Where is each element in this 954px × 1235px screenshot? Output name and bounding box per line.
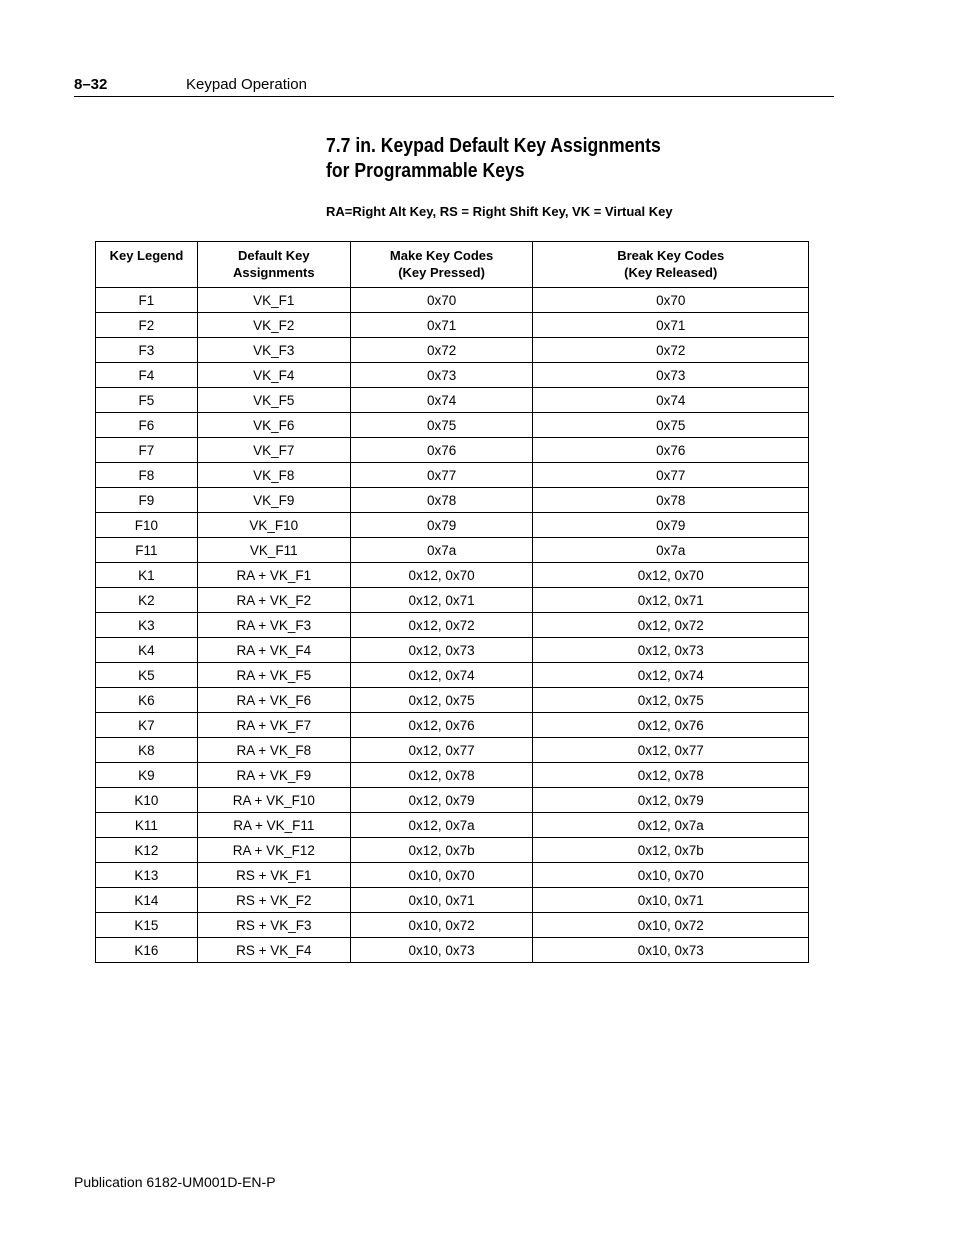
break-code-cell: 0x75 [533, 413, 809, 438]
break-code-cell: 0x12, 0x74 [533, 663, 809, 688]
default-assignment-cell: RA + VK_F4 [197, 638, 350, 663]
table-row [96, 663, 809, 688]
break-code-cell: 0x70 [533, 288, 809, 313]
default-assignment-cell: RA + VK_F10 [197, 788, 350, 813]
make-code-cell: 0x71 [350, 313, 533, 338]
default-assignment-cell: RA + VK_F1 [197, 563, 350, 588]
break-code-cell: 0x12, 0x75 [533, 688, 809, 713]
default-assignment-cell: RA + VK_F8 [197, 738, 350, 763]
key-legend-cell: K11 [96, 813, 198, 838]
make-code-cell: 0x12, 0x77 [350, 738, 533, 763]
table-row [96, 638, 809, 663]
break-code-cell: 0x12, 0x77 [533, 738, 809, 763]
default-assignment-cell: RS + VK_F4 [197, 938, 350, 963]
key-legend-cell: K10 [96, 788, 198, 813]
key-legend-cell: K1 [96, 563, 198, 588]
header-line: Assignments [232, 265, 315, 280]
key-legend-cell: K5 [96, 663, 198, 688]
table-row [96, 463, 809, 488]
make-code-cell: 0x72 [350, 338, 533, 363]
make-code-cell: 0x12, 0x7a [350, 813, 533, 838]
key-legend-cell: F6 [96, 413, 198, 438]
table-row [96, 838, 809, 863]
header-line: Default Key [238, 248, 310, 263]
break-code-cell: 0x10, 0x72 [533, 913, 809, 938]
break-code-cell: 0x10, 0x71 [533, 888, 809, 913]
column-header-default-assignments [197, 242, 350, 288]
make-code-cell: 0x12, 0x70 [350, 563, 533, 588]
default-assignment-cell: RA + VK_F3 [197, 613, 350, 638]
make-code-cell: 0x10, 0x73 [350, 938, 533, 963]
default-assignment-cell: VK_F4 [197, 363, 350, 388]
key-legend-cell: K12 [96, 838, 198, 863]
key-legend-cell: F11 [96, 538, 198, 563]
make-code-cell: 0x78 [350, 488, 533, 513]
page-title [326, 134, 766, 184]
make-code-cell: 0x12, 0x78 [350, 763, 533, 788]
page-header [74, 75, 834, 97]
table-row [96, 513, 809, 538]
key-legend-cell: K2 [96, 588, 198, 613]
make-code-cell: 0x12, 0x72 [350, 613, 533, 638]
page-number: 8–32 [74, 76, 108, 93]
break-code-cell: 0x71 [533, 313, 809, 338]
default-assignment-cell: VK_F9 [197, 488, 350, 513]
table-row [96, 338, 809, 363]
table-row [96, 713, 809, 738]
key-legend-cell: K14 [96, 888, 198, 913]
break-code-cell: 0x73 [533, 363, 809, 388]
key-legend-cell: F3 [96, 338, 198, 363]
break-code-cell: 0x12, 0x7b [533, 838, 809, 863]
key-legend-cell: K4 [96, 638, 198, 663]
make-code-cell: 0x12, 0x7b [350, 838, 533, 863]
key-legend-cell: K9 [96, 763, 198, 788]
default-assignment-cell: RS + VK_F1 [197, 863, 350, 888]
table-row [96, 313, 809, 338]
key-legend-cell: K7 [96, 713, 198, 738]
key-legend-cell: F1 [96, 288, 198, 313]
header-line: Break Key Codes [617, 248, 725, 263]
table-row [96, 613, 809, 638]
table-row [96, 813, 809, 838]
make-code-cell: 0x10, 0x71 [350, 888, 533, 913]
key-legend-cell: F7 [96, 438, 198, 463]
break-code-cell: 0x72 [533, 338, 809, 363]
make-code-cell: 0x12, 0x71 [350, 588, 533, 613]
table-row [96, 888, 809, 913]
make-code-cell: 0x12, 0x75 [350, 688, 533, 713]
key-legend-cell: F4 [96, 363, 198, 388]
break-code-cell: 0x77 [533, 463, 809, 488]
page-title-line-2: for Programmable Keys [326, 160, 525, 182]
table-row [96, 913, 809, 938]
abbreviation-legend: RA=Right Alt Key, RS = Right Shift Key, VK = Virtual Key [326, 204, 673, 219]
break-code-cell: 0x12, 0x70 [533, 563, 809, 588]
default-assignment-cell: VK_F1 [197, 288, 350, 313]
default-assignment-cell: RA + VK_F12 [197, 838, 350, 863]
header-line: (Key Released) [624, 265, 718, 280]
default-assignment-cell: RA + VK_F2 [197, 588, 350, 613]
default-assignment-cell: VK_F8 [197, 463, 350, 488]
make-code-cell: 0x73 [350, 363, 533, 388]
table-row [96, 738, 809, 763]
default-assignment-cell: VK_F5 [197, 388, 350, 413]
break-code-cell: 0x12, 0x78 [533, 763, 809, 788]
table-body [96, 288, 809, 963]
break-code-cell: 0x12, 0x79 [533, 788, 809, 813]
break-code-cell: 0x7a [533, 538, 809, 563]
make-code-cell: 0x75 [350, 413, 533, 438]
key-legend-cell: K6 [96, 688, 198, 713]
default-assignment-cell: RA + VK_F7 [197, 713, 350, 738]
break-code-cell: 0x10, 0x73 [533, 938, 809, 963]
publication-footer: Publication 6182-UM001D-EN-P [74, 1174, 276, 1190]
table-row [96, 288, 809, 313]
section-title: Keypad Operation [186, 76, 307, 93]
column-header-key-legend [96, 242, 198, 288]
make-code-cell: 0x79 [350, 513, 533, 538]
table-row [96, 688, 809, 713]
column-header-break-codes [533, 242, 809, 288]
table-row [96, 863, 809, 888]
default-assignment-cell: VK_F11 [197, 538, 350, 563]
table-row [96, 938, 809, 963]
table-row [96, 763, 809, 788]
header-line: (Key Pressed) [398, 265, 485, 280]
table-row [96, 438, 809, 463]
table-header-row [96, 242, 809, 288]
key-legend-cell: K15 [96, 913, 198, 938]
default-assignment-cell: VK_F7 [197, 438, 350, 463]
table-row [96, 413, 809, 438]
break-code-cell: 0x79 [533, 513, 809, 538]
header-line: Key Legend [109, 248, 184, 263]
default-assignment-cell: RA + VK_F9 [197, 763, 350, 788]
make-code-cell: 0x12, 0x74 [350, 663, 533, 688]
break-code-cell: 0x10, 0x70 [533, 863, 809, 888]
break-code-cell: 0x12, 0x7a [533, 813, 809, 838]
make-code-cell: 0x12, 0x76 [350, 713, 533, 738]
break-code-cell: 0x12, 0x72 [533, 613, 809, 638]
key-assignments-table [95, 241, 809, 963]
key-legend-cell: F5 [96, 388, 198, 413]
break-code-cell: 0x12, 0x73 [533, 638, 809, 663]
table-row [96, 363, 809, 388]
key-legend-cell: F8 [96, 463, 198, 488]
default-assignment-cell: VK_F2 [197, 313, 350, 338]
key-legend-cell: K16 [96, 938, 198, 963]
default-assignment-cell: VK_F3 [197, 338, 350, 363]
break-code-cell: 0x76 [533, 438, 809, 463]
make-code-cell: 0x10, 0x70 [350, 863, 533, 888]
header-line: Make Key Codes [389, 248, 494, 263]
make-code-cell: 0x7a [350, 538, 533, 563]
table-row [96, 488, 809, 513]
default-assignment-cell: RA + VK_F6 [197, 688, 350, 713]
key-legend-cell: K8 [96, 738, 198, 763]
key-legend-cell: K3 [96, 613, 198, 638]
break-code-cell: 0x12, 0x71 [533, 588, 809, 613]
make-code-cell: 0x12, 0x79 [350, 788, 533, 813]
key-legend-cell: K13 [96, 863, 198, 888]
key-legend-cell: F10 [96, 513, 198, 538]
table-row [96, 588, 809, 613]
default-assignment-cell: VK_F6 [197, 413, 350, 438]
make-code-cell: 0x77 [350, 463, 533, 488]
key-legend-cell: F9 [96, 488, 198, 513]
make-code-cell: 0x12, 0x73 [350, 638, 533, 663]
table-row [96, 538, 809, 563]
default-assignment-cell: RS + VK_F3 [197, 913, 350, 938]
make-code-cell: 0x70 [350, 288, 533, 313]
break-code-cell: 0x12, 0x76 [533, 713, 809, 738]
break-code-cell: 0x74 [533, 388, 809, 413]
column-header-make-codes [350, 242, 533, 288]
default-assignment-cell: RA + VK_F5 [197, 663, 350, 688]
make-code-cell: 0x10, 0x72 [350, 913, 533, 938]
table-row [96, 388, 809, 413]
default-assignment-cell: RA + VK_F11 [197, 813, 350, 838]
make-code-cell: 0x74 [350, 388, 533, 413]
table-row [96, 788, 809, 813]
default-assignment-cell: VK_F10 [197, 513, 350, 538]
break-code-cell: 0x78 [533, 488, 809, 513]
key-legend-cell: F2 [96, 313, 198, 338]
page-title-line-1: 7.7 in. Keypad Default Key Assignments [326, 135, 661, 157]
default-assignment-cell: RS + VK_F2 [197, 888, 350, 913]
table-row [96, 563, 809, 588]
make-code-cell: 0x76 [350, 438, 533, 463]
